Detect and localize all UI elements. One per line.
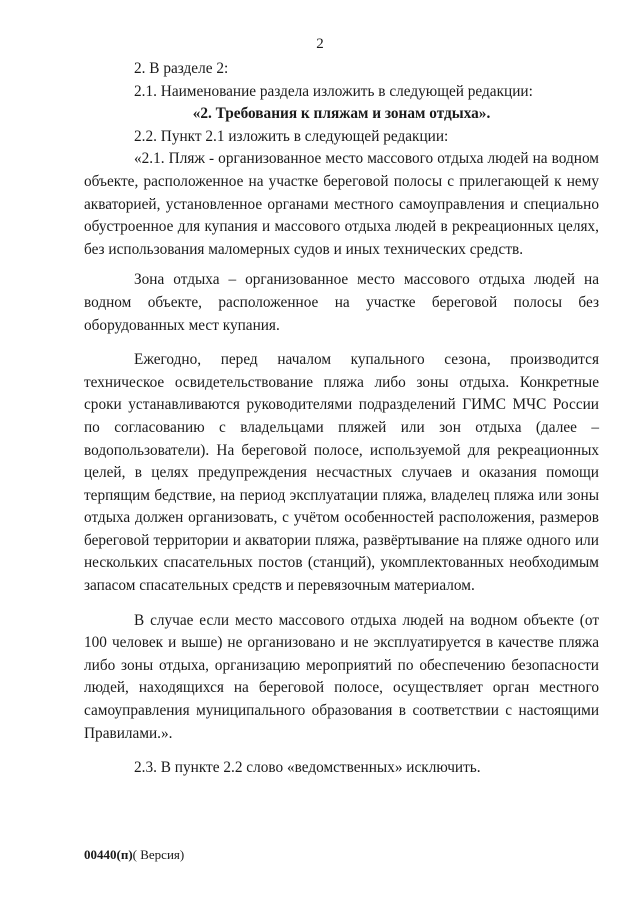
paragraph-2-2: 2.2. Пункт 2.1 изложить в следующей редакции: <box>134 127 449 145</box>
paragraph-recreation-zone: Зона отдыха – организованное место массового отдыха людей на водном объекте, расположенное на участке береговой полосы без оборудованных мест купания. <box>84 271 599 334</box>
paragraph-unorganized-places: В случае если место массового отдыха людей на водном объекте (от 100 человек и выше) не организовано и не эксплуатируется в качестве пляжа либо зоны отдыха, организацию мероприятий по обеспечению безопасности людей, находящихся на береговой полосе, осуществляет орган местного самоуправления муниципального образования в соответствии с настоящими Правилами.». <box>84 611 599 742</box>
document-footer <box>84 847 184 863</box>
paragraph-annual-inspection: Ежегодно, перед началом купального сезона, производится техническое освидетельствование пляжа либо зоны отдыха. Конкретные сроки устанавливаются руководителями подразделений ГИМС МЧС России по согласованию с владельцами пляжей или зон отдыха (далее – водопользователи). На береговой полосе, используемой для рекреационных целей, в целях предупреждения несчастных случаев и оказания помощи терпящим бедствие, на период эксплуатации пляжа, владелец пляжа или зоны отдыха должен организовать, с учётом особенностей расположения, размеров береговой территории и акватории пляжа, развёртывание на пляже одного или нескольких спасательных постов (станций), укомплектованных необходимым запасом спасательных средств и перевязочным материалом. <box>84 351 599 595</box>
document-body <box>84 58 599 780</box>
paragraph-2-1: 2.1. Наименование раздела изложить в следующей редакции: <box>134 82 533 100</box>
document-code: 00440(п) <box>84 847 133 862</box>
document-version: ( Версия) <box>132 847 185 862</box>
section-title: «2. Требования к пляжам и зонам отдыха». <box>192 105 491 123</box>
page-number: 2 <box>316 36 324 52</box>
paragraph-section-2: 2. В разделе 2: <box>134 60 229 77</box>
paragraph-beach-definition: «2.1. Пляж - организованное место массового отдыха людей на водном объекте, расположенное на участке береговой полосы с прилегающей к нему акваторией, установленное органами местного самоуправления и специально обустроенное для купания и массового отдыха людей в рекреационных целях, без использования маломерных судов и иных технических средств. <box>84 150 599 258</box>
paragraph-2-3: 2.3. В пункте 2.2 слово «ведомственных» исключить. <box>134 759 481 777</box>
